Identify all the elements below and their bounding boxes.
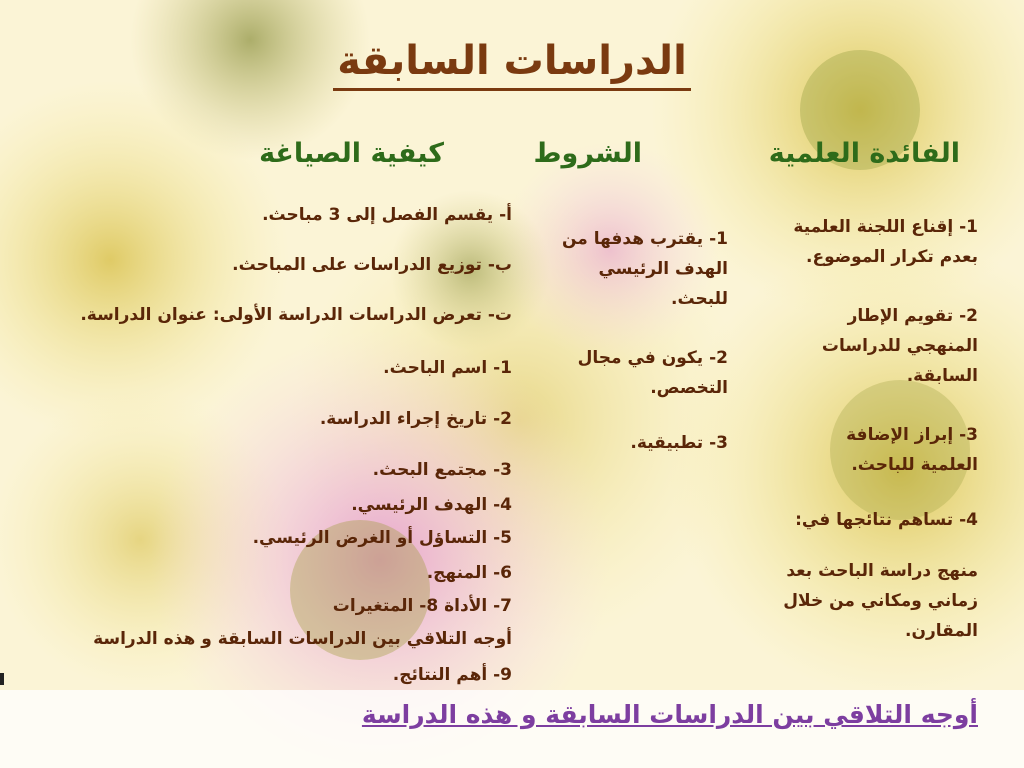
formulation-item: 2- تاريخ إجراء الدراسة. <box>319 409 512 429</box>
bottom-link[interactable]: أوجه التلاقي بين الدراسات السابقة و هذه الدراسة <box>361 700 978 729</box>
formulation-item: 3- مجتمع البحث. <box>372 460 512 480</box>
benefit-item: 1- إقناع اللجنة العلمية بعدم تكرار الموضوع. <box>793 217 978 267</box>
formulation-item: 7- الأداة 8- المتغيرات <box>332 596 512 616</box>
benefit-item: 4- تساهم نتائجها في: <box>795 510 978 530</box>
benefit-item: منهج دراسة الباحث بعد زماني ومكاني من خلال المقارن. <box>783 561 978 641</box>
heading-conditions: الشروط <box>533 138 642 169</box>
benefit-item: 2- تقويم الإطار المنهجي للدراسات السابقة. <box>821 306 978 386</box>
formulation-item: ب- توزيع الدراسات على المباحث. <box>232 255 512 275</box>
conditions-item: 2- يكون في مجال التخصص. <box>577 348 728 398</box>
conditions-item: 3- تطبيقية. <box>630 433 728 453</box>
heading-benefit: الفائدة العلمية <box>768 138 960 169</box>
formulation-item: أوجه التلاقي بين الدراسات السابقة و هذه الدراسة <box>93 629 512 649</box>
formulation-item: 4- الهدف الرئيسي. <box>351 495 512 515</box>
slide-title <box>0 38 1024 84</box>
formulation-item: ت- تعرض الدراسات الدراسة الأولى: عنوان الدراسة. <box>80 305 512 325</box>
benefit-item: 3- إبراز الإضافة العلمية للباحث. <box>846 425 978 475</box>
formulation-item: 1- اسم الباحث. <box>383 358 512 378</box>
formulation-item: 6- المنهج. <box>426 563 512 583</box>
formulation-item: 5- التساؤل أو الغرض الرئيسي. <box>252 528 512 548</box>
formulation-item: أ- يقسم الفصل إلى 3 مباحث. <box>262 205 512 225</box>
heading-formulation: كيفية الصياغة <box>259 138 444 169</box>
conditions-item: 1- يقترب هدفها من الهدف الرئيسي للبحث. <box>561 229 728 309</box>
formulation-item: 9- أهم النتائج. <box>392 665 512 685</box>
slide-edge-mark <box>0 673 4 685</box>
slide-title-text: الدراسات السابقة <box>333 38 691 91</box>
